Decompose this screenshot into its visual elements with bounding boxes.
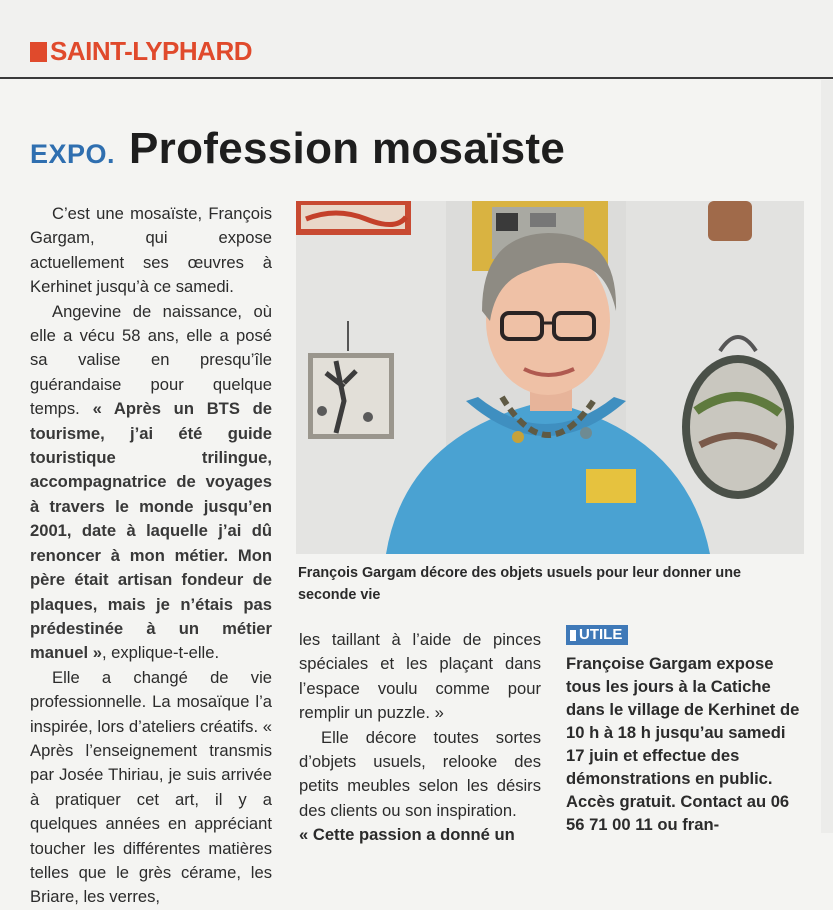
article-column-1	[30, 202, 272, 910]
utile-box	[566, 652, 806, 836]
utile-badge	[566, 625, 628, 645]
paragraph-intro: Angevine de naissance, où elle a vécu 58 ans, elle a posé sa valise en presqu’île guérandaise pour quelque temps.	[30, 301, 272, 419]
section-square-icon	[30, 42, 47, 62]
quote: « Après l’enseignement transmis par Josée Thiriau, je suis arrivée à pratiquer cet art, il y a quelques années en appréciant toucher les différentes matières telles que le grès cérame, les Briare, les verres,	[30, 716, 272, 907]
paragraph	[30, 666, 272, 910]
paragraph: Elle décore toutes sortes d’objets usuels, relooke des petits meubles selon les désirs des clients ou son inspiration.	[299, 727, 541, 820]
section-header	[30, 36, 252, 67]
utile-text: Françoise Gargam expose tous les jours à la Catiche dans le village de Kerhinet de 10 h à 18 h jusqu’au samedi 17 juin et effectue des démonstrations en public. Accès gratuit. Contact au 06 56 71 00 11 ou fran-	[566, 654, 800, 834]
article-column-2	[299, 628, 541, 848]
paragraph	[299, 823, 541, 847]
paragraph: C’est une mosaïste, François Gargam, qui expose actuellement ses œuvres à Kerhinet jusqu’à ce samedi.	[30, 204, 272, 297]
page-edge	[821, 80, 833, 833]
quote: « Cette passion a donné un	[299, 825, 515, 845]
paragraph: les taillant à l’aide de pinces spéciales et les plaçant dans l’espace voulu comme pour remplir un puzzle. »	[299, 630, 541, 723]
section-label: SAINT-LYPHARD	[50, 36, 253, 66]
article-photo	[296, 201, 804, 554]
paragraph-end: , explique-t-elle.	[101, 643, 220, 663]
paragraph	[30, 300, 272, 666]
quote: « Après un BTS de tourisme, j’ai été guide touristique trilingue, accompagnatrice de voyages à travers le monde jusqu’en 2001, date à laquelle j’ai dû renoncer à mon métier. Mon père était artisan fondeur de plaques, mais je n’étais pas prédestinée à un métier manuel »	[30, 399, 272, 663]
badge-square-icon	[570, 630, 576, 641]
headline-kicker: EXPO.	[30, 139, 116, 169]
photo-illustration	[296, 201, 804, 554]
headline-title: Profession mosaïste	[129, 124, 566, 173]
paragraph-intro: Elle a changé de vie professionnelle. La mosaïque l’a inspirée, lors d’ateliers créatifs.	[30, 667, 272, 736]
photo-caption: François Gargam décore des objets usuels pour leur donner une seconde vie	[298, 565, 742, 603]
utile-label: UTILE	[579, 626, 623, 643]
headline	[30, 124, 565, 174]
header-rule	[0, 77, 833, 79]
